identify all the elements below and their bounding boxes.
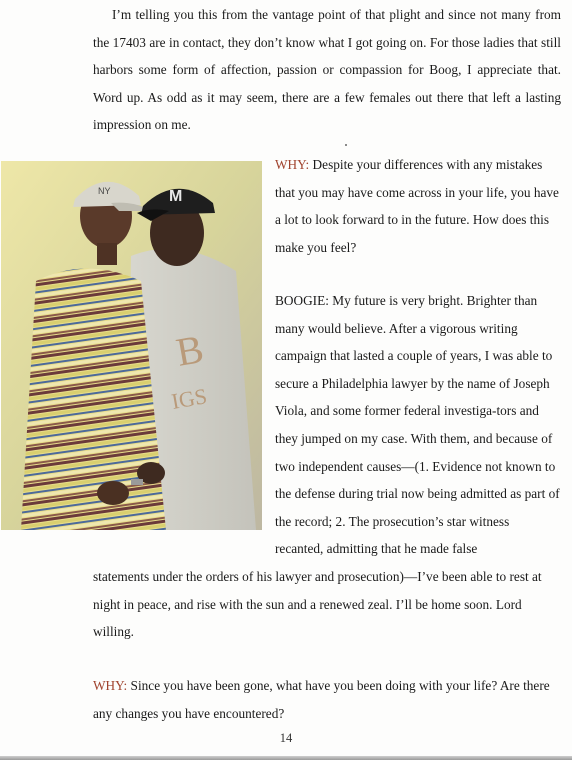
answer-boogie [275, 287, 560, 563]
question-text: Despite your differences with any mistakes that you may have come across in your life, you have a lot to look forward to in the future. How does this make you feel? [275, 157, 559, 255]
boogie-label: BOOGIE: [275, 293, 329, 308]
answer-continuation: statements under the orders of his lawyer and prosecution)—I’ve been able to rest at night in peace, and rise with the sun and a renewed zeal. I’ll be home soon. Lord willing. [93, 569, 542, 640]
answer-text: My future is very bright. Brighter than many would believe. After a vigorous writing campaign that lasted a couple of years, I was able to secure a Philadelphia lawyer by the name of Joseph Viola, and some former federal investiga-tors and they jumped on my case. With them, and because of two independent causes—(1. Evidence not known to the defense during trial now being admitted as part of the record; 2. The prosecution’s star witness recanted, admitting that he made false [275, 293, 560, 557]
intro-paragraph: I’m telling you this from the vantage point of that plight and since not many from the 17403 are in contact, they don’t know what I got going on. For those ladies that still harbors some form of affection, passion or compassion for Boog, I appreciate that. Word up. As odd as it may seem, there are a few females out there that left a lasting impression on me. [93, 7, 561, 133]
stray-mark [345, 144, 347, 146]
left-cap-lettering: NY [98, 186, 111, 196]
right-cap-lettering: M [169, 188, 183, 205]
scan-bottom-edge [0, 756, 572, 760]
why-label: WHY: [275, 157, 310, 172]
why-label: WHY: [93, 678, 128, 693]
page-number: 14 [279, 731, 293, 745]
question-why-1 [275, 151, 560, 261]
question-why-2 [93, 672, 556, 727]
photo-two-men [1, 161, 262, 530]
sweater-lettering: B [172, 325, 207, 375]
question-text: Since you have been gone, what have you been doing with your life? Are there any changes you have encountered? [93, 678, 550, 721]
photo-illustration [1, 161, 262, 530]
sweater-lettering-2: IGS [169, 383, 209, 414]
